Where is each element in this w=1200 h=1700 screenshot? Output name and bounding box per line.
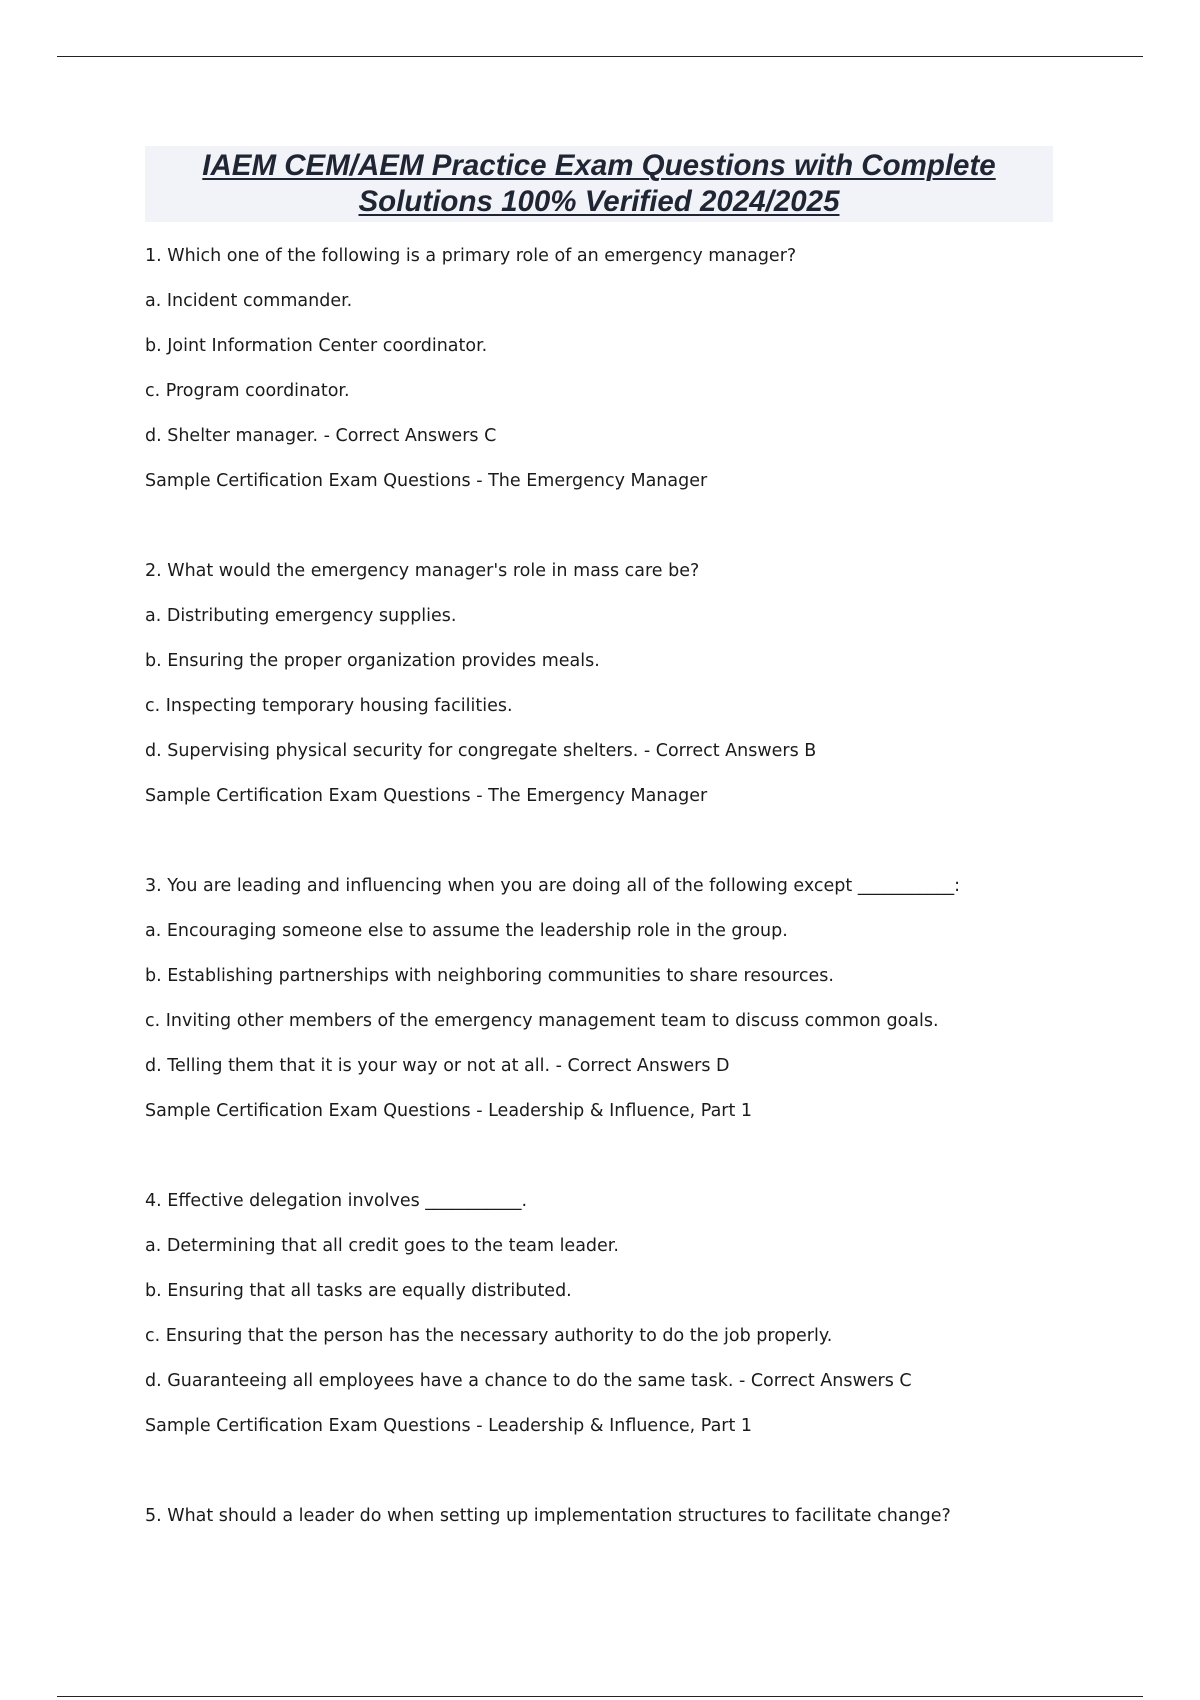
question-source: Sample Certification Exam Questions - The Emergency Manager	[145, 471, 708, 491]
answer-option-b: b. Establishing partnerships with neighboring communities to share resources.	[145, 966, 834, 986]
question-block-4	[145, 1190, 1065, 1460]
answer-option-c: c. Inviting other members of the emergency management team to discuss common goals.	[145, 1011, 939, 1031]
question-text: 4. Effective delegation involves ___________.	[145, 1191, 528, 1211]
title-line-2: Solutions 100% Verified 2024/2025	[358, 185, 840, 218]
question-text: 5. What should a leader do when setting up implementation structures to facilitate change?	[145, 1506, 951, 1526]
question-source: Sample Certification Exam Questions - The Emergency Manager	[145, 786, 708, 806]
question-source: Sample Certification Exam Questions - Leadership & Influence, Part 1	[145, 1101, 753, 1121]
title-banner	[145, 146, 1053, 222]
answer-option-d: d. Shelter manager. - Correct Answers C	[145, 426, 497, 446]
answer-option-d: d. Supervising physical security for congregate shelters. - Correct Answers B	[145, 741, 817, 761]
question-text: 1. Which one of the following is a primary role of an emergency manager?	[145, 246, 797, 266]
answer-option-a: a. Encouraging someone else to assume the leadership role in the group.	[145, 921, 788, 941]
question-block-3	[145, 875, 1065, 1145]
question-block-5	[145, 1505, 1065, 1550]
answer-option-c: c. Inspecting temporary housing facilities.	[145, 696, 513, 716]
top-rule	[57, 56, 1143, 57]
question-block-1	[145, 245, 1065, 515]
answer-option-b: b. Ensuring that all tasks are equally distributed.	[145, 1281, 572, 1301]
answer-option-c: c. Ensuring that the person has the necessary authority to do the job properly.	[145, 1326, 833, 1346]
question-block-2	[145, 560, 1065, 830]
question-text: 3. You are leading and influencing when you are doing all of the following except ___________:	[145, 876, 960, 896]
bottom-rule	[57, 1696, 1143, 1697]
answer-option-c: c. Program coordinator.	[145, 381, 350, 401]
document-title	[145, 146, 1053, 220]
question-text: 2. What would the emergency manager's role in mass care be?	[145, 561, 700, 581]
answer-option-a: a. Determining that all credit goes to the team leader.	[145, 1236, 619, 1256]
answer-option-b: b. Joint Information Center coordinator.	[145, 336, 488, 356]
answer-option-a: a. Distributing emergency supplies.	[145, 606, 457, 626]
answer-option-d: d. Guaranteeing all employees have a chance to do the same task. - Correct Answers C	[145, 1371, 912, 1391]
question-source: Sample Certification Exam Questions - Leadership & Influence, Part 1	[145, 1416, 753, 1436]
question-list	[145, 245, 1065, 1595]
answer-option-a: a. Incident commander.	[145, 291, 353, 311]
answer-option-b: b. Ensuring the proper organization provides meals.	[145, 651, 600, 671]
title-line-1: IAEM CEM/AEM Practice Exam Questions with Complete	[202, 149, 996, 182]
answer-option-d: d. Telling them that it is your way or not at all. - Correct Answers D	[145, 1056, 730, 1076]
